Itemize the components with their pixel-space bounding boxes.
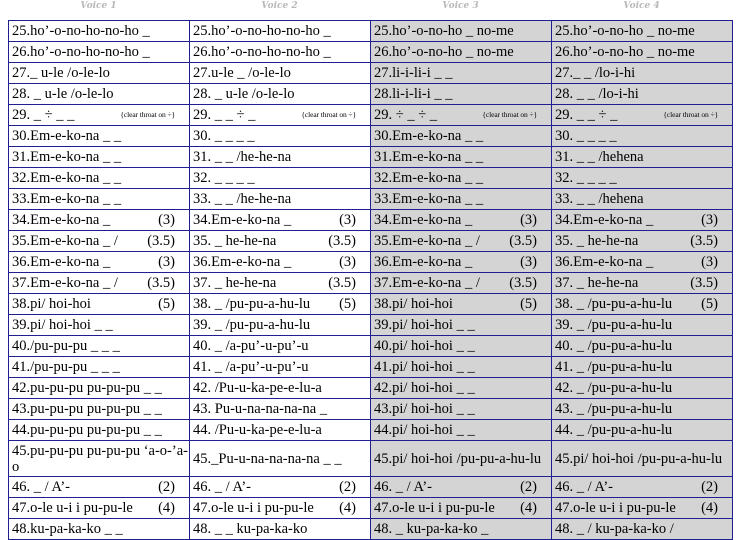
syllable-text: 38.pi/ hoi-hoi — [374, 296, 453, 312]
beat-count: (3.5) — [147, 233, 175, 249]
voice-3-cell — [371, 294, 552, 315]
voice-2-cell — [190, 42, 371, 63]
clear-throat-note: {clear throat on ÷} — [120, 110, 175, 119]
beat-count: (3) — [339, 212, 356, 228]
voice-2-cell — [190, 147, 371, 168]
syllable-text: 48. _ ku-pa-ka-ko _ — [374, 521, 489, 537]
syllable-text: 46. _ / A’- — [12, 479, 70, 495]
voice-4-cell — [552, 336, 733, 357]
beat-count: (3.5) — [147, 275, 175, 291]
syllable-text: 34.Em-e-ko-na _ — [12, 212, 111, 228]
voice-3-cell — [371, 42, 552, 63]
syllable-text: 48. _ / ku-pa-ka-ko / — [555, 521, 674, 537]
syllable-text: 27._ _ /lo-i-hi — [555, 65, 636, 81]
voice-4-cell — [552, 168, 733, 189]
syllable-text: 34.Em-e-ko-na _ — [555, 212, 654, 228]
voice-4-cell — [552, 42, 733, 63]
cell-content — [555, 254, 732, 270]
syllable-text: 41.pi/ hoi-hoi _ _ — [374, 359, 475, 375]
syllable-text: 37. _ he-he-na — [193, 275, 277, 291]
beat-count: (3.5) — [509, 233, 537, 249]
voice-4-cell — [552, 420, 733, 441]
score-line-row — [9, 519, 733, 540]
cell-content — [374, 296, 551, 312]
syllable-text: 29. ÷ _ ÷ _ — [374, 107, 438, 123]
syllable-text: 35. _ he-he-na — [193, 233, 277, 249]
voice-4-cell — [552, 315, 733, 336]
beat-count: (3.5) — [509, 275, 537, 291]
voice-1-cell — [9, 519, 190, 540]
voice-1-cell — [9, 273, 190, 294]
cell-content — [374, 233, 551, 249]
voice-1-cell — [9, 477, 190, 498]
score-line-row — [9, 477, 733, 498]
score-line-row — [9, 273, 733, 294]
voice-3-cell — [371, 126, 552, 147]
syllable-text: 38. _ /pu-pu-a-hu-lu — [193, 296, 311, 312]
voice-3-cell — [371, 189, 552, 210]
voice-3-cell — [371, 273, 552, 294]
syllable-text: 41. _ /a-pu’-u-pu’-u — [193, 359, 309, 375]
voice-1-cell — [9, 498, 190, 519]
beat-count: (4) — [339, 500, 356, 516]
syllable-text: 31.Em-e-ko-na _ _ — [374, 149, 484, 165]
beat-count: (3) — [520, 212, 537, 228]
beat-count: (4) — [158, 500, 175, 516]
voice-4-cell — [552, 21, 733, 42]
score-line-row — [9, 357, 733, 378]
voice-3-cell — [371, 231, 552, 252]
syllable-text: 29. _ ÷ _ _ — [12, 107, 75, 123]
voice-4-cell — [552, 189, 733, 210]
voice-4-cell — [552, 126, 733, 147]
voice-1-cell — [9, 63, 190, 84]
beat-count: (3) — [520, 254, 537, 270]
voice-1-cell — [9, 357, 190, 378]
score-line-row — [9, 336, 733, 357]
syllable-text: 46. _ / A’- — [193, 479, 251, 495]
beat-count: (4) — [520, 500, 537, 516]
voice-3-cell — [371, 147, 552, 168]
score-line-row — [9, 399, 733, 420]
cell-content — [193, 275, 370, 291]
score-body — [9, 21, 733, 540]
cell-content — [555, 275, 732, 291]
syllable-text: 30.Em-e-ko-na _ _ — [12, 128, 122, 144]
score-line-row — [9, 315, 733, 336]
voice-3-header: Voice 3 — [442, 1, 479, 11]
syllable-text: 31.Em-e-ko-na _ _ — [12, 149, 122, 165]
beat-count: (3) — [701, 254, 718, 270]
voice-header-row — [8, 0, 732, 12]
score-line-row — [9, 231, 733, 252]
voice-3-cell — [371, 498, 552, 519]
syllable-text: 34.Em-e-ko-na _ — [193, 212, 292, 228]
syllable-text: 34.Em-e-ko-na _ — [374, 212, 473, 228]
syllable-text: 44.pu-pu-pu pu-pu-pu _ _ — [12, 422, 162, 438]
syllable-text: 30. _ _ _ _ — [555, 128, 617, 144]
cell-content — [12, 296, 189, 312]
syllable-text: 42.pi/ hoi-hoi _ _ — [374, 380, 475, 396]
syllable-text: 29. _ _ ÷ _ — [193, 107, 256, 123]
voice-2-cell — [190, 315, 371, 336]
cell-content — [374, 275, 551, 291]
syllable-text: 25.ho’-o-no-ho _ no-me — [555, 23, 695, 39]
syllable-text: 32.Em-e-ko-na _ _ — [12, 170, 122, 186]
syllable-text: 43.pi/ hoi-hoi _ _ — [374, 401, 475, 417]
cell-content — [374, 479, 551, 495]
voice-2-cell — [190, 105, 371, 126]
beat-count: (4) — [701, 500, 718, 516]
beat-count: (5) — [701, 296, 718, 312]
voice-4-cell — [552, 399, 733, 420]
syllable-text: 25.ho’-o-no-ho-no-ho _ — [12, 23, 150, 39]
syllable-text: 45.pi/ hoi-hoi /pu-pu-a-hu-lu — [374, 451, 542, 467]
score-line-row — [9, 252, 733, 273]
voice-2-cell — [190, 231, 371, 252]
voice-1-cell — [9, 168, 190, 189]
beat-count: (3) — [158, 212, 175, 228]
score-line-row — [9, 294, 733, 315]
syllable-text: 31. _ _ /he-he-na — [193, 149, 292, 165]
voice-1-cell — [9, 84, 190, 105]
cell-content — [12, 107, 189, 123]
voice-2-cell — [190, 63, 371, 84]
voice-1-header: Voice 1 — [80, 1, 117, 11]
score-line-row — [9, 84, 733, 105]
score-line-row — [9, 168, 733, 189]
beat-count: (5) — [520, 296, 537, 312]
clear-throat-note: {clear throat on ÷} — [301, 110, 356, 119]
syllable-text: 27._ u-le /o-le-lo — [12, 65, 110, 81]
syllable-text: 39. _ /pu-pu-a-hu-lu — [555, 317, 673, 333]
beat-count: (5) — [339, 296, 356, 312]
voice-2-cell — [190, 357, 371, 378]
syllable-text: 42.pu-pu-pu pu-pu-pu _ _ — [12, 380, 162, 396]
syllable-text: 25.ho’-o-no-ho _ no-me — [374, 23, 514, 39]
voice-3-cell — [371, 477, 552, 498]
voice-3-cell — [371, 315, 552, 336]
syllable-text: 47.o-le u-i i pu-pu-le — [12, 500, 133, 516]
cell-content — [193, 479, 370, 495]
voice-3-cell — [371, 399, 552, 420]
syllable-text: 28.li-i-li-i _ _ — [374, 86, 453, 102]
voice-1-cell — [9, 315, 190, 336]
voice-4-cell — [552, 147, 733, 168]
score-line-row — [9, 189, 733, 210]
voice-4-cell — [552, 84, 733, 105]
syllable-text: 33.Em-e-ko-na _ _ — [12, 191, 122, 207]
voice-3-cell — [371, 378, 552, 399]
cell-content — [555, 212, 732, 228]
cell-content — [12, 233, 189, 249]
voice-3-cell — [371, 168, 552, 189]
voice-3-cell — [371, 252, 552, 273]
voice-2-cell — [190, 420, 371, 441]
voice-1-cell — [9, 189, 190, 210]
voice-4-cell — [552, 252, 733, 273]
voice-3-cell — [371, 357, 552, 378]
syllable-text: 35.Em-e-ko-na _ / — [12, 233, 118, 249]
voice-1-cell — [9, 399, 190, 420]
beat-count: (3) — [339, 254, 356, 270]
cell-content — [193, 212, 370, 228]
syllable-text: 36.Em-e-ko-na _ — [12, 254, 111, 270]
syllable-text: 31. _ _ /hehena — [555, 149, 644, 165]
voice-2-cell — [190, 294, 371, 315]
beat-count: (2) — [158, 479, 175, 495]
syllable-text: 32. _ _ _ _ — [193, 170, 255, 186]
syllable-text: 26.ho’-o-no-ho _ no-me — [374, 44, 514, 60]
voice-4-cell — [552, 477, 733, 498]
voice-2-cell — [190, 189, 371, 210]
cell-content — [193, 500, 370, 516]
chant-score-table — [8, 20, 733, 540]
voice-2-cell — [190, 273, 371, 294]
syllable-text: 28. _ _ /lo-i-hi — [555, 86, 639, 102]
cell-content — [193, 233, 370, 249]
syllable-text: 30.Em-e-ko-na _ _ — [374, 128, 484, 144]
syllable-text: 35. _ he-he-na — [555, 233, 639, 249]
beat-count: (3.5) — [690, 233, 718, 249]
syllable-text: 48.ku-pa-ka-ko _ _ — [12, 521, 123, 537]
score-line-row — [9, 378, 733, 399]
voice-4-cell — [552, 231, 733, 252]
syllable-text: 45.pu-pu-pu pu-pu-pu ‘a-o-’a-o — [12, 443, 188, 475]
syllable-text: 47.o-le u-i i pu-pu-le — [374, 500, 495, 516]
voice-1-cell — [9, 420, 190, 441]
syllable-text: 40. _ /pu-pu-a-hu-lu — [555, 338, 673, 354]
syllable-text: 33.Em-e-ko-na _ _ — [374, 191, 484, 207]
voice-2-header: Voice 2 — [261, 1, 298, 11]
voice-1-cell — [9, 147, 190, 168]
syllable-text: 41. _ /pu-pu-a-hu-lu — [555, 359, 673, 375]
syllable-text: 47.o-le u-i i pu-pu-le — [555, 500, 676, 516]
cell-content — [374, 254, 551, 270]
syllable-text: 45._Pu-u-na-na-na-na _ _ — [193, 451, 342, 467]
syllable-text: 39.pi/ hoi-hoi _ _ — [12, 317, 113, 333]
beat-count: (3.5) — [690, 275, 718, 291]
beat-count: (3.5) — [328, 275, 356, 291]
voice-1-cell — [9, 210, 190, 231]
voice-2-cell — [190, 441, 371, 477]
voice-1-cell — [9, 105, 190, 126]
syllable-text: 27.li-i-li-i _ _ — [374, 65, 453, 81]
cell-content — [555, 233, 732, 249]
syllable-text: 37.Em-e-ko-na _ / — [374, 275, 480, 291]
syllable-text: 46. _ / A’- — [374, 479, 432, 495]
syllable-text: 28. _ u-le /o-le-lo — [193, 86, 295, 102]
cell-content — [374, 500, 551, 516]
cell-content — [193, 254, 370, 270]
beat-count: (2) — [701, 479, 718, 495]
voice-3-cell — [371, 84, 552, 105]
syllable-text: 46. _ / A’- — [555, 479, 613, 495]
syllable-text: 26.ho’-o-no-ho-no-ho _ — [12, 44, 150, 60]
syllable-text: 41./pu-pu-pu _ _ _ — [12, 359, 120, 375]
voice-4-cell — [552, 441, 733, 477]
score-line-row — [9, 126, 733, 147]
voice-4-cell — [552, 519, 733, 540]
voice-3-cell — [371, 519, 552, 540]
syllable-text: 40./pu-pu-pu _ _ _ — [12, 338, 120, 354]
syllable-text: 26.ho’-o-no-ho-no-ho _ — [193, 44, 331, 60]
syllable-text: 43. Pu-u-na-na-na-na _ — [193, 401, 328, 417]
voice-3-cell — [371, 21, 552, 42]
beat-count: (5) — [158, 296, 175, 312]
voice-2-cell — [190, 168, 371, 189]
voice-2-cell — [190, 378, 371, 399]
score-line-row — [9, 210, 733, 231]
clear-throat-note: {clear throat on ÷} — [663, 110, 718, 119]
voice-4-cell — [552, 378, 733, 399]
beat-count: (2) — [339, 479, 356, 495]
syllable-text: 36.Em-e-ko-na _ — [193, 254, 292, 270]
cell-content — [12, 212, 189, 228]
cell-content — [12, 275, 189, 291]
voice-1-cell — [9, 42, 190, 63]
syllable-text: 43.pu-pu-pu pu-pu-pu _ _ — [12, 401, 162, 417]
voice-4-cell — [552, 273, 733, 294]
voice-3-cell — [371, 63, 552, 84]
syllable-text: 26.ho’-o-no-ho _ no-me — [555, 44, 695, 60]
syllable-text: 42. _ /pu-pu-a-hu-lu — [555, 380, 673, 396]
syllable-text: 42. /Pu-u-ka-pe-e-lu-a — [193, 380, 322, 396]
voice-4-cell — [552, 63, 733, 84]
cell-content — [555, 107, 732, 123]
syllable-text: 44.pi/ hoi-hoi _ _ — [374, 422, 475, 438]
beat-count: (3.5) — [328, 233, 356, 249]
voice-1-cell — [9, 441, 190, 477]
beat-count: (3) — [158, 254, 175, 270]
voice-3-cell — [371, 336, 552, 357]
voice-3-cell — [371, 420, 552, 441]
syllable-text: 28. _ u-le /o-le-lo — [12, 86, 114, 102]
syllable-text: 43. _ /pu-pu-a-hu-lu — [555, 401, 673, 417]
score-line-row — [9, 147, 733, 168]
cell-content — [12, 500, 189, 516]
voice-2-cell — [190, 21, 371, 42]
syllable-text: 45.pi/ hoi-hoi /pu-pu-a-hu-lu — [555, 451, 723, 467]
voice-2-cell — [190, 336, 371, 357]
voice-2-cell — [190, 519, 371, 540]
clear-throat-note: {clear throat on ÷} — [482, 110, 537, 119]
score-line-row — [9, 105, 733, 126]
voice-4-cell — [552, 105, 733, 126]
score-line-row — [9, 420, 733, 441]
cell-content — [12, 479, 189, 495]
syllable-text: 39.pi/ hoi-hoi _ _ — [374, 317, 475, 333]
syllable-text: 25.ho’-o-no-ho-no-ho _ — [193, 23, 331, 39]
voice-4-cell — [552, 294, 733, 315]
voice-4-cell — [552, 210, 733, 231]
score-line-row — [9, 21, 733, 42]
voice-1-cell — [9, 21, 190, 42]
voice-3-cell — [371, 105, 552, 126]
syllable-text: 32.Em-e-ko-na _ _ — [374, 170, 484, 186]
syllable-text: 44. /Pu-u-ka-pe-e-lu-a — [193, 422, 322, 438]
syllable-text: 36.Em-e-ko-na _ — [374, 254, 473, 270]
cell-content — [374, 107, 551, 123]
cell-content — [193, 296, 370, 312]
syllable-text: 37. _ he-he-na — [555, 275, 639, 291]
voice-2-cell — [190, 399, 371, 420]
voice-1-cell — [9, 126, 190, 147]
syllable-text: 35.Em-e-ko-na _ / — [374, 233, 480, 249]
voice-1-cell — [9, 378, 190, 399]
voice-4-header: Voice 4 — [623, 1, 660, 11]
syllable-text: 27.u-le _ /o-le-lo — [193, 65, 291, 81]
voice-4-cell — [552, 357, 733, 378]
voice-1-cell — [9, 231, 190, 252]
voice-2-cell — [190, 210, 371, 231]
beat-count: (2) — [520, 479, 537, 495]
syllable-text: 47.o-le u-i i pu-pu-le — [193, 500, 314, 516]
syllable-text: 39. _ /pu-pu-a-hu-lu — [193, 317, 311, 333]
syllable-text: 44. _ /pu-pu-a-hu-lu — [555, 422, 673, 438]
beat-count: (3) — [701, 212, 718, 228]
voice-2-cell — [190, 84, 371, 105]
syllable-text: 29. _ _ ÷ _ — [555, 107, 618, 123]
cell-content — [555, 479, 732, 495]
voice-3-cell — [371, 210, 552, 231]
syllable-text: 33. _ _ /he-he-na — [193, 191, 292, 207]
cell-content — [12, 254, 189, 270]
voice-1-cell — [9, 252, 190, 273]
syllable-text: 37.Em-e-ko-na _ / — [12, 275, 118, 291]
syllable-text: 38. _ /pu-pu-a-hu-lu — [555, 296, 673, 312]
syllable-text: 30. _ _ _ _ — [193, 128, 255, 144]
voice-3-cell — [371, 441, 552, 477]
voice-4-cell — [552, 498, 733, 519]
voice-1-cell — [9, 336, 190, 357]
syllable-text: 38.pi/ hoi-hoi — [12, 296, 91, 312]
syllable-text: 48. _ _ ku-pa-ka-ko — [193, 521, 308, 537]
score-line-row — [9, 42, 733, 63]
syllable-text: 40. _ /a-pu’-u-pu’-u — [193, 338, 309, 354]
syllable-text: 36.Em-e-ko-na _ — [555, 254, 654, 270]
score-line-row — [9, 498, 733, 519]
voice-2-cell — [190, 477, 371, 498]
score-line-row — [9, 63, 733, 84]
syllable-text: 40.pi/ hoi-hoi _ _ — [374, 338, 475, 354]
cell-content — [555, 296, 732, 312]
syllable-text: 33. _ _ /hehena — [555, 191, 644, 207]
voice-2-cell — [190, 498, 371, 519]
voice-2-cell — [190, 252, 371, 273]
syllable-text: 32. _ _ _ _ — [555, 170, 617, 186]
score-line-row — [9, 441, 733, 477]
cell-content — [555, 500, 732, 516]
voice-2-cell — [190, 126, 371, 147]
cell-content — [193, 107, 370, 123]
cell-content — [374, 212, 551, 228]
voice-1-cell — [9, 294, 190, 315]
